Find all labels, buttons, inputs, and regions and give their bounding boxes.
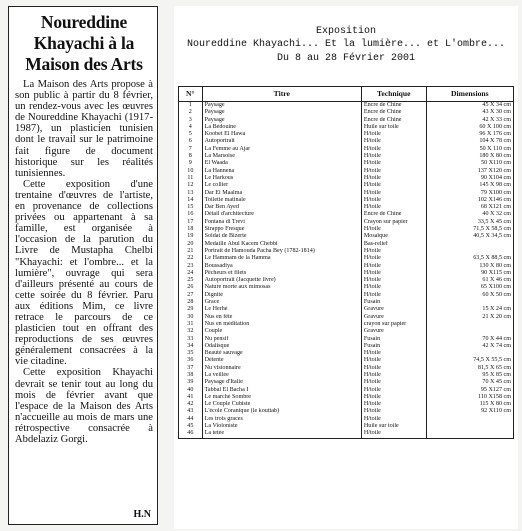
table-row <box>179 233 514 240</box>
table-row <box>179 263 514 270</box>
cell-technique: H/toile <box>361 401 426 408</box>
cell-number: 21 <box>179 248 203 255</box>
cell-dimensions: 90 X115 cm <box>426 270 513 277</box>
cell-number: 29 <box>179 306 203 313</box>
cell-number: 19 <box>179 233 203 240</box>
cell-title: Dar Ben Ayed <box>202 204 361 211</box>
table-row <box>179 211 514 218</box>
table-row <box>179 357 514 364</box>
article-paragraph: Cette exposition d'une trentaine d'œuvres de l'artiste, en provenance de collections privées ou appartenant à sa famille, est organisée à l'occasion de la parution du Livre de Mustapha Chelbi "Khayachi: et l'ombre... et la lumière", ouvrage qui sera d'ailleurs présenté au cours de cette soirée du 8 février. Paru aux éditions Mim, ce livre retrace le parcours de ce plasticien tout en offrant des reproductions de ses œuvres généralement consacrées à la vie citadine. <box>15 178 153 368</box>
cell-dimensions: 95 X 85 cm <box>426 372 513 379</box>
cell-title: Dar El Maalma <box>202 190 361 197</box>
document-heading <box>174 26 518 65</box>
cell-technique: Gravure <box>361 314 426 321</box>
cell-dimensions: 110 X158 cm <box>426 394 513 401</box>
table-row <box>179 190 514 197</box>
cell-number: 27 <box>179 292 203 299</box>
cell-title: Nu pensif <box>202 336 361 343</box>
cell-technique: crayon sur papier <box>361 321 426 328</box>
cell-technique: H/toile <box>361 168 426 175</box>
cell-technique: H/toile <box>361 292 426 299</box>
cell-title: La Hannena <box>202 168 361 175</box>
cell-number: 42 <box>179 401 203 408</box>
cell-title: Beauté sauvage <box>202 350 361 357</box>
cell-number: 36 <box>179 357 203 364</box>
cell-title: Le Hammam de la Hamma <box>202 255 361 262</box>
table-row <box>179 314 514 321</box>
cell-number: 22 <box>179 255 203 262</box>
cell-title: L'école Coranique (le kouttab) <box>202 408 361 415</box>
cell-title: Paysage <box>202 102 361 110</box>
cell-number: 38 <box>179 372 203 379</box>
cell-dimensions: 45 X 34 cm <box>426 102 513 110</box>
cell-title: Portrait de Hamouda Pacha Bey (1782-1814) <box>202 248 361 255</box>
cell-dimensions: 33,5 X 45 cm <box>426 219 513 226</box>
table-row <box>179 109 514 116</box>
cell-title: Soldat de Bizerte <box>202 233 361 240</box>
cell-title: El Waada <box>202 160 361 167</box>
cell-technique: H/toile <box>361 204 426 211</box>
cell-title: Les trois graces <box>202 416 361 423</box>
cell-technique: Encre de Chine <box>361 102 426 110</box>
cell-dimensions: 42 X 74 cm <box>426 343 513 350</box>
cell-title: Boussadiya <box>202 263 361 270</box>
cell-number: 15 <box>179 204 203 211</box>
cell-number: 14 <box>179 197 203 204</box>
cell-dimensions <box>426 423 513 430</box>
table-header-row <box>179 87 514 102</box>
article-paragraph: La Maison des Arts propose à son public à partir du 8 février, un rendez-vous avec les œuvres de Noureddine Khayachi (1917-1987), un plasticien tunisien dont le travail sur le patrimoine fait figure de document historique sur les réalités tunisiennes. <box>15 79 153 179</box>
cell-technique: H/toile <box>361 160 426 167</box>
newspaper-article <box>8 6 158 525</box>
cell-number: 1 <box>179 102 203 110</box>
table-row <box>179 423 514 430</box>
cell-number: 40 <box>179 387 203 394</box>
exhibition-document <box>174 6 518 529</box>
cell-number: 3 <box>179 117 203 124</box>
cell-dimensions <box>426 350 513 357</box>
cell-title: Medaille Abul Kacem Chebbi <box>202 241 361 248</box>
table-row <box>179 248 514 255</box>
cell-title: Nature morte aux mimosas <box>202 284 361 291</box>
cell-dimensions: 102 X146 cm <box>426 197 513 204</box>
cell-number: 20 <box>179 241 203 248</box>
table-row <box>179 204 514 211</box>
cell-dimensions <box>426 416 513 423</box>
table-row <box>179 219 514 226</box>
cell-dimensions: 42 X 33 cm <box>426 117 513 124</box>
cell-dimensions: 79 X100 cm <box>426 190 513 197</box>
cell-number: 45 <box>179 423 203 430</box>
table-row <box>179 270 514 277</box>
cell-dimensions <box>426 241 513 248</box>
table-row <box>179 255 514 262</box>
cell-title: La Marsoise <box>202 153 361 160</box>
cell-technique: H/toile <box>361 175 426 182</box>
cell-title: Autoportrait (Jacquette livre) <box>202 277 361 284</box>
table-row <box>179 328 514 335</box>
works-table <box>178 86 514 439</box>
table-row <box>179 241 514 248</box>
table-row <box>179 182 514 189</box>
cell-technique: H/toile <box>361 248 426 255</box>
cell-dimensions: 70 X 45 cm <box>426 379 513 386</box>
cell-technique: Encre de Chine <box>361 211 426 218</box>
cell-technique: H/toile <box>361 270 426 277</box>
cell-technique: H/toile <box>361 255 426 262</box>
table-row <box>179 197 514 204</box>
cell-dimensions: 43 X 30 cm <box>426 109 513 116</box>
table-row <box>179 365 514 372</box>
cell-technique: Fusain <box>361 343 426 350</box>
cell-dimensions: 130 X 80 cm <box>426 263 513 270</box>
cell-technique: Huile sur toile <box>361 423 426 430</box>
table-row <box>179 168 514 175</box>
table-row <box>179 430 514 438</box>
cell-dimensions: 115 X 80 cm <box>426 401 513 408</box>
cell-dimensions: 92 X110 cm <box>426 408 513 415</box>
cell-title: Odalisque <box>202 343 361 350</box>
cell-dimensions: 50 X110 cm <box>426 160 513 167</box>
cell-number: 6 <box>179 138 203 145</box>
cell-number: 25 <box>179 277 203 284</box>
table-row <box>179 117 514 124</box>
cell-dimensions: 40,5 X 34,5 cm <box>426 233 513 240</box>
cell-technique: H/toile <box>361 153 426 160</box>
table-row <box>179 350 514 357</box>
cell-dimensions: 68 X121 cm <box>426 204 513 211</box>
table-row <box>179 175 514 182</box>
heading-line-3: Du 8 au 28 Février 2001 <box>276 53 416 64</box>
table-row <box>179 102 514 110</box>
article-signature: H.N <box>133 509 151 520</box>
table-row <box>179 153 514 160</box>
table-row <box>179 372 514 379</box>
cell-number: 2 <box>179 109 203 116</box>
cell-dimensions <box>426 248 513 255</box>
cell-technique: Fusain <box>361 336 426 343</box>
cell-dimensions: 95 X127 cm <box>426 387 513 394</box>
column-header-number: N° <box>179 87 203 102</box>
cell-technique: Encre de Chine <box>361 109 426 116</box>
table-row <box>179 336 514 343</box>
cell-title: Paysage <box>202 117 361 124</box>
table-row <box>179 394 514 401</box>
cell-number: 37 <box>179 365 203 372</box>
cell-title: Fontana di Trevi <box>202 219 361 226</box>
cell-title: Pêcheurs et filets <box>202 270 361 277</box>
cell-technique: Gravure <box>361 306 426 313</box>
cell-number: 24 <box>179 270 203 277</box>
cell-title: Grace <box>202 299 361 306</box>
cell-dimensions: 104 X 78 cm <box>426 138 513 145</box>
cell-title: Détente <box>202 357 361 364</box>
cell-technique: Encre de Chine <box>361 117 426 124</box>
cell-dimensions: 90 X104 cm <box>426 175 513 182</box>
cell-title: Le collier <box>202 182 361 189</box>
cell-number: 16 <box>179 211 203 218</box>
cell-dimensions <box>426 328 513 335</box>
cell-technique: Huile sur toile <box>361 124 426 131</box>
cell-dimensions <box>426 430 513 438</box>
cell-dimensions <box>426 321 513 328</box>
cell-technique: H/toile <box>361 416 426 423</box>
table-row <box>179 299 514 306</box>
cell-dimensions: 71,5 X 58,5 cm <box>426 226 513 233</box>
cell-number: 4 <box>179 124 203 131</box>
heading-line-2: Noureddine Khayachi... Et la lumière... et L'ombre... <box>186 39 506 50</box>
cell-technique: H/toile <box>361 190 426 197</box>
column-header-dimensions: Dimensions <box>426 87 513 102</box>
cell-technique: H/toile <box>361 379 426 386</box>
cell-number: 10 <box>179 168 203 175</box>
table-row <box>179 379 514 386</box>
table-row <box>179 416 514 423</box>
table-row <box>179 146 514 153</box>
table-row <box>179 138 514 145</box>
cell-number: 43 <box>179 408 203 415</box>
cell-technique: H/toile <box>361 277 426 284</box>
cell-title: Couple <box>202 328 361 335</box>
table-row <box>179 321 514 328</box>
cell-number: 39 <box>179 379 203 386</box>
table-row <box>179 306 514 313</box>
cell-technique: H/toile <box>361 387 426 394</box>
cell-number: 9 <box>179 160 203 167</box>
cell-dimensions: 21 X 20 cm <box>426 314 513 321</box>
table-row <box>179 292 514 299</box>
works-table-body <box>179 102 514 439</box>
heading-line-1: Exposition <box>315 26 376 37</box>
cell-title: Le Herhé <box>202 306 361 313</box>
cell-dimensions: 40 X 32 cm <box>426 211 513 218</box>
cell-title: Nus en méditation <box>202 321 361 328</box>
cell-number: 33 <box>179 336 203 343</box>
cell-number: 5 <box>179 131 203 138</box>
cell-title: Koobet El Hawa <box>202 131 361 138</box>
cell-title: Paysage <box>202 109 361 116</box>
table-row <box>179 387 514 394</box>
cell-technique: H/toile <box>361 263 426 270</box>
cell-technique: Bas-relief <box>361 241 426 248</box>
cell-title: La veillée <box>202 372 361 379</box>
table-row <box>179 343 514 350</box>
table-row <box>179 131 514 138</box>
cell-title: La Femme au Ajar <box>202 146 361 153</box>
cell-technique: H/toile <box>361 146 426 153</box>
cell-number: 28 <box>179 299 203 306</box>
cell-title: Tabbal El Bacha I <box>202 387 361 394</box>
table-row <box>179 124 514 131</box>
cell-number: 31 <box>179 321 203 328</box>
cell-number: 30 <box>179 314 203 321</box>
cell-title: Dignité <box>202 292 361 299</box>
column-header-technique: Technique <box>361 87 426 102</box>
table-row <box>179 160 514 167</box>
cell-technique: H/toile <box>361 430 426 438</box>
table-row <box>179 401 514 408</box>
table-row <box>179 226 514 233</box>
cell-dimensions <box>426 299 513 306</box>
cell-dimensions: 70 X 44 cm <box>426 336 513 343</box>
cell-technique: Gravure <box>361 328 426 335</box>
cell-dimensions: 61 X 46 cm <box>426 277 513 284</box>
cell-dimensions: 81,5 X 65 cm <box>426 365 513 372</box>
cell-title: Le Harkous <box>202 175 361 182</box>
cell-number: 7 <box>179 146 203 153</box>
cell-number: 8 <box>179 153 203 160</box>
cell-title: Toilette matinale <box>202 197 361 204</box>
cell-title: La tetée <box>202 430 361 438</box>
cell-dimensions: 63,5 X 88,5 cm <box>426 255 513 262</box>
cell-title: Nu visionnaire <box>202 365 361 372</box>
cell-technique: H/toile <box>361 138 426 145</box>
cell-technique: Crayon sur papier <box>361 219 426 226</box>
cell-technique: H/toile <box>361 131 426 138</box>
article-title: Noureddine Khayachi à la Maison des Arts <box>25 12 143 74</box>
table-row <box>179 408 514 415</box>
cell-dimensions: 15 X 24 cm <box>426 306 513 313</box>
cell-title: La Violoniste <box>202 423 361 430</box>
cell-number: 35 <box>179 350 203 357</box>
cell-title: Paysage d'Italie <box>202 379 361 386</box>
cell-technique: H/toile <box>361 284 426 291</box>
article-body <box>15 79 153 445</box>
cell-technique: Mosaïque <box>361 233 426 240</box>
cell-number: 34 <box>179 343 203 350</box>
cell-technique: H/toile <box>361 408 426 415</box>
cell-dimensions: 60 X 50 cm <box>426 292 513 299</box>
cell-number: 11 <box>179 175 203 182</box>
cell-number: 32 <box>179 328 203 335</box>
cell-technique: Fusain <box>361 299 426 306</box>
cell-technique: H/toile <box>361 350 426 357</box>
table-row <box>179 277 514 284</box>
table-row <box>179 284 514 291</box>
cell-number: 13 <box>179 190 203 197</box>
cell-number: 23 <box>179 263 203 270</box>
cell-technique: H/toile <box>361 372 426 379</box>
cell-number: 26 <box>179 284 203 291</box>
cell-dimensions: 74,5 X 55,5 cm <box>426 357 513 364</box>
cell-dimensions: 60 X 100 cm <box>426 124 513 131</box>
cell-number: 46 <box>179 430 203 438</box>
cell-number: 18 <box>179 226 203 233</box>
cell-title: Détail d'architecture <box>202 211 361 218</box>
cell-dimensions: 65 X100 cm <box>426 284 513 291</box>
cell-technique: H/toile <box>361 365 426 372</box>
cell-dimensions: 180 X 80 cm <box>426 153 513 160</box>
cell-dimensions: 96 X 176 cm <box>426 131 513 138</box>
cell-technique: H/toile <box>361 357 426 364</box>
cell-dimensions: 137 X120 cm <box>426 168 513 175</box>
cell-number: 17 <box>179 219 203 226</box>
cell-title: Le marché Sombre <box>202 394 361 401</box>
cell-technique: H/toile <box>361 394 426 401</box>
cell-technique: H/toile <box>361 226 426 233</box>
cell-dimensions: 50 X 110 cm <box>426 146 513 153</box>
cell-technique: H/toile <box>361 182 426 189</box>
cell-number: 44 <box>179 416 203 423</box>
cell-title: Strappo Fresque <box>202 226 361 233</box>
cell-title: Nus en fête <box>202 314 361 321</box>
cell-number: 12 <box>179 182 203 189</box>
column-header-title: Titre <box>202 87 361 102</box>
cell-technique: H/toile <box>361 197 426 204</box>
cell-dimensions: 145 X 98 cm <box>426 182 513 189</box>
cell-title: La Bédouine <box>202 124 361 131</box>
cell-title: Autoportrait <box>202 138 361 145</box>
cell-number: 41 <box>179 394 203 401</box>
cell-title: Le Couple Cubiste <box>202 401 361 408</box>
article-paragraph: Cette exposition Khayachi devrait se tenir tout au long du mois de février avant que l'espace de la Maison des Arts n'accueille au mois de mars une rétrospective consacrée à Abdelaziz Gorgi. <box>15 367 153 445</box>
